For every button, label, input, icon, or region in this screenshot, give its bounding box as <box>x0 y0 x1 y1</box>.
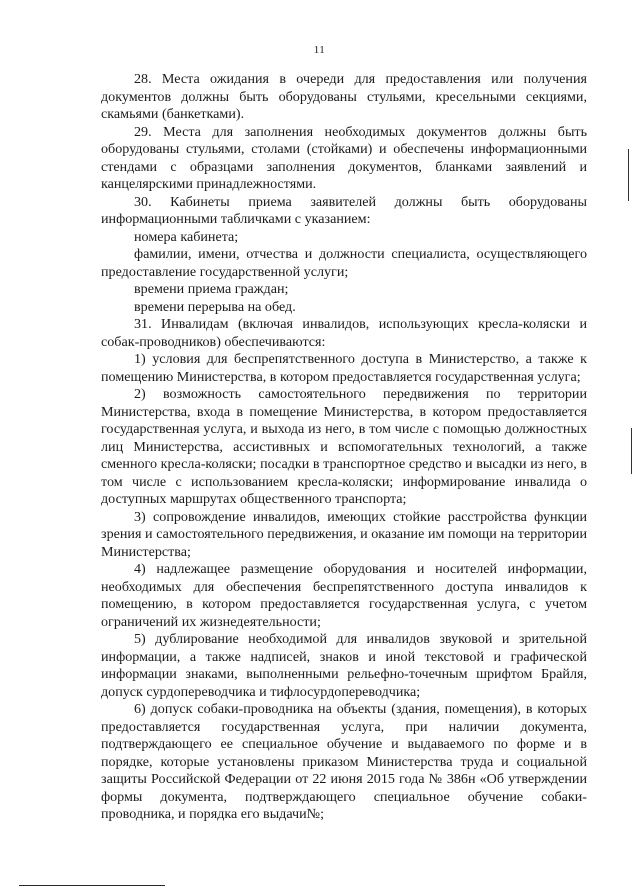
subitem-4: 4) надлежащее размещение оборудования и носителей информации, необходимых для обеспечения беспрепятственного доступа инвалидов к помещению, в котором предоставляется государственная услуга, с учетом ограничений их жизнедеятельности; <box>101 561 587 630</box>
subitem-5: 5) дублирование необходимой для инвалидов звуковой и зрительной информации, а также надписей, знаков и иной текстовой и графической информации знаками, выполненными рельефно-точечным шрифтом Брайля, допуск сурдопереводчика и тифлосурдопереводчика; <box>101 631 587 700</box>
paragraph-28: 28. Места ожидания в очереди для предоставления или получения документов должны быть оборудованы стульями, кресельными секциями, скамьями (банкетками). <box>101 71 587 122</box>
paragraph-29: 29. Места для заполнения необходимых документов должны быть оборудованы стульями, столами (стойками) и обеспечены информационными стендами с образцами заполнения документов, бланками заявлений и канцелярскими принадлежностями. <box>101 123 587 192</box>
subitem-3: 3) сопровождение инвалидов, имеющих стойкие расстройства функции зрения и самостоятельного передвижения, и оказание им помощи на территории Министерства; <box>101 508 587 560</box>
list-item-lunch-break: времени перерыва на обед. <box>134 298 296 315</box>
subitem-2: 2) возможность самостоятельного передвижения по территории Министерства, входа в помещение Министерства, в котором предоставляется государственная услуга, и выхода из него, в том числе с помощью должностных лиц Министерства, ассистивных и вспомогательных технологий, а также сменного кресла-коляски; посадки в транспортное средство и высадки из него, в том числе с использованием кресла-коляски; информирование инвалида о доступных маршрутах общественного транспорта; <box>101 386 587 507</box>
footnote-rule <box>19 885 165 886</box>
list-item-specialist-name: фамилии, имени, отчества и должности специалиста, осуществляющего предоставление государственной услуги; <box>101 246 587 280</box>
list-item-reception-time: времени приема граждан; <box>134 281 289 297</box>
scan-edge-mark <box>631 428 632 474</box>
document-body <box>101 71 587 824</box>
list-item-cabinet-number: номера кабинета; <box>134 228 239 245</box>
subitem-1: 1) условия для беспрепятственного доступа в Министерство, а также к помещению Министерства, в котором предоставляется государственная услуга; <box>101 351 587 385</box>
scan-edge-mark <box>628 149 629 201</box>
paragraph-31: 31. Инвалидам (включая инвалидов, использующих кресла-коляски и собак-проводников) обеспечиваются: <box>101 316 587 350</box>
page-number: 11 <box>313 44 326 56</box>
paragraph-30: 30. Кабинеты приема заявителей должны быть оборудованы информационными табличками с указанием: <box>101 193 587 227</box>
subitem-6: 6) допуск собаки-проводника на объекты (здания, помещения), в которых предоставляется государственная услуга, при наличии документа, подтверждающего ее специальное обучение и выдаваемого по форме и в порядке, которые установлены приказом Министерства труда и социальной защиты Российской Федерации от 22 июня 2015 года № 386н «Об утверждении формы документа, подтверждающего специальное обучение собаки-проводника, и порядка его выдачи№; <box>101 701 587 822</box>
